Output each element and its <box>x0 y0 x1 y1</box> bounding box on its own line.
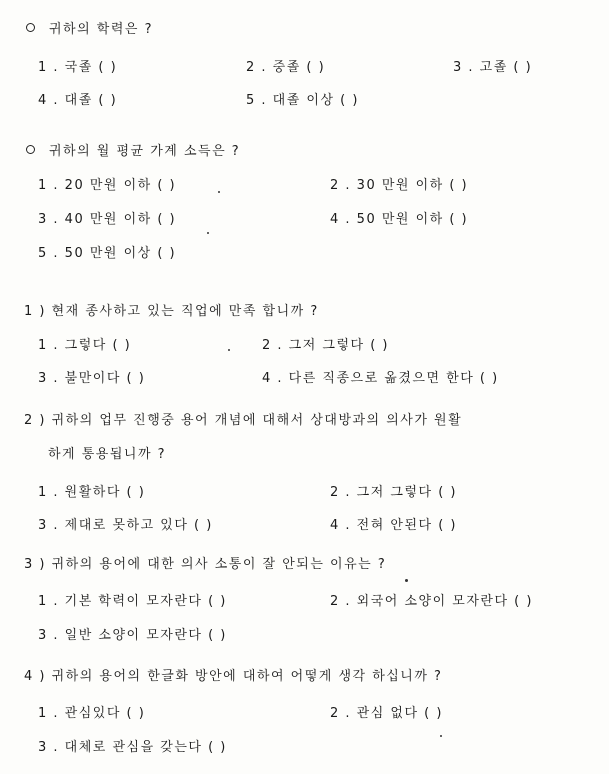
question-2-continued: 하게 통용됩니까 ? <box>48 447 167 462</box>
option-q4-1: 1 . 관심있다 ( ) <box>38 706 146 721</box>
circle-bullet-icon <box>26 145 35 154</box>
option-q1-3: 3 . 불만이다 ( ) <box>38 371 146 386</box>
question-education <box>26 22 153 38</box>
option-q2-4: 4 . 전혀 안된다 ( ) <box>330 518 457 533</box>
option-income-1: 1 . 20 만원 이하 ( ) <box>38 178 177 193</box>
scan-speck <box>228 349 230 351</box>
option-q4-2: 2 . 관심 없다 ( ) <box>330 706 443 721</box>
option-education-3: 3 . 고졸 ( ) <box>453 60 533 75</box>
question-4: 4 ) 귀하의 용어의 한글화 방안에 대하여 어떻게 생각 하십니까 ? <box>24 669 443 684</box>
option-q1-2: 2 . 그저 그렇다 ( ) <box>262 338 389 353</box>
option-q3-1: 1 . 기본 학력이 모자란다 ( ) <box>38 594 227 609</box>
option-education-5: 5 . 대졸 이상 ( ) <box>246 93 359 108</box>
option-q4-3: 3 . 대체로 관심을 갖는다 ( ) <box>38 740 227 755</box>
question-2: 2 ) 귀하의 업무 진행중 용어 개념에 대해서 상대방과의 의사가 원활 <box>24 413 463 428</box>
question-1: 1 ) 현재 종사하고 있는 직업에 만족 합니까 ? <box>24 304 319 319</box>
option-education-2: 2 . 중졸 ( ) <box>246 60 326 75</box>
question-text: 귀하의 월 평균 가계 소득은 ? <box>49 144 241 159</box>
circle-bullet-icon <box>26 23 35 32</box>
scan-speck <box>207 232 209 234</box>
option-income-3: 3 . 40 만원 이하 ( ) <box>38 212 177 227</box>
option-q2-3: 3 . 제대로 못하고 있다 ( ) <box>38 518 213 533</box>
question-income <box>26 144 240 160</box>
option-q1-4: 4 . 다른 직종으로 옮겼으면 한다 ( ) <box>262 371 499 386</box>
option-income-2: 2 . 30 만원 이하 ( ) <box>330 178 469 193</box>
option-income-4: 4 . 50 만원 이하 ( ) <box>330 212 469 227</box>
option-q1-1: 1 . 그렇다 ( ) <box>38 338 132 353</box>
option-education-1: 1 . 국졸 ( ) <box>38 60 118 75</box>
option-q3-3: 3 . 일반 소양이 모자란다 ( ) <box>38 628 227 643</box>
option-education-4: 4 . 대졸 ( ) <box>38 93 118 108</box>
scan-speck <box>405 579 408 582</box>
option-income-5: 5 . 50 만원 이상 ( ) <box>38 246 177 261</box>
option-q2-2: 2 . 그저 그렇다 ( ) <box>330 485 457 500</box>
option-q2-1: 1 . 원활하다 ( ) <box>38 485 146 500</box>
question-text: 귀하의 학력은 ? <box>49 22 154 37</box>
question-3: 3 ) 귀하의 용어에 대한 의사 소통이 잘 안되는 이유는 ? <box>24 557 387 572</box>
scan-speck <box>440 735 442 737</box>
scan-speck <box>218 191 220 193</box>
option-q3-2: 2 . 외국어 소양이 모자란다 ( ) <box>330 594 533 609</box>
